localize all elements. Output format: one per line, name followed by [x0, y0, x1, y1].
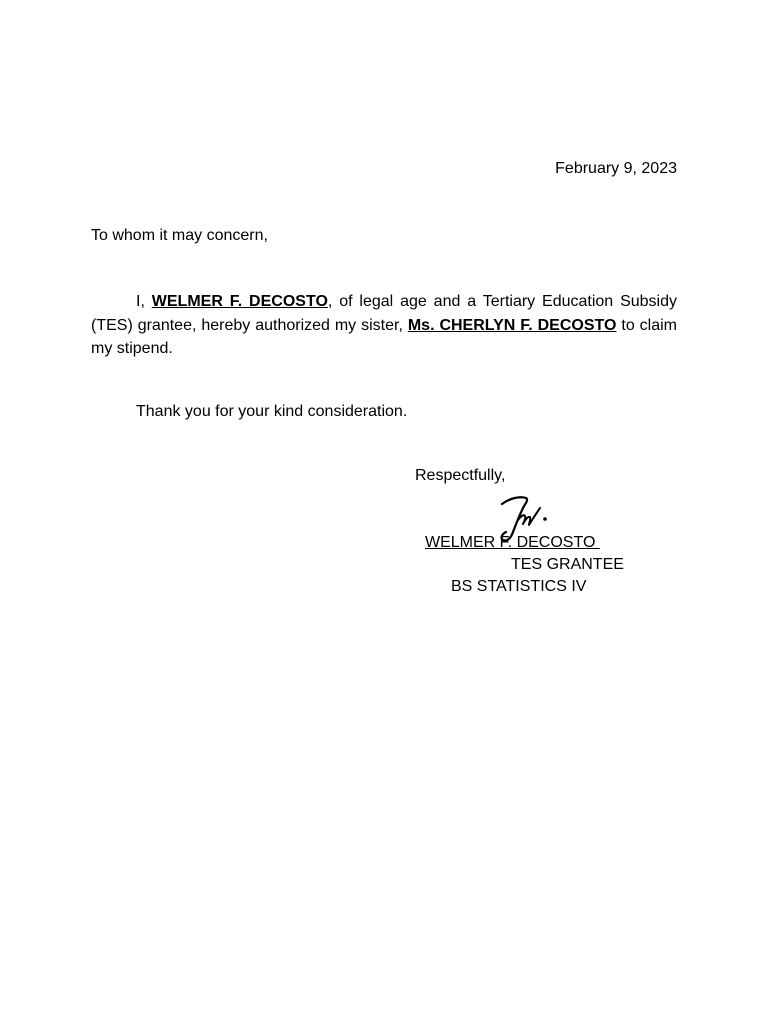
salutation: To whom it may concern,	[91, 227, 268, 244]
body-paragraph	[91, 290, 677, 361]
signature-icon	[494, 492, 558, 544]
body-text-part2: , of legal age and a Tertiary Education Subsidy (TES) grantee, hereby authorized my sister,	[91, 293, 677, 334]
letter-date: February 9, 2023	[555, 160, 677, 177]
signatory-name: WELMER F. DECOSTO	[425, 534, 600, 551]
closing-line: Respectfully,	[415, 467, 506, 484]
signatory-role: TES GRANTEE	[511, 556, 624, 573]
thank-you-line: Thank you for your kind consideration.	[136, 403, 408, 420]
body-text-part3: to claim my stipend.	[91, 316, 677, 357]
body-text-part1: I,	[136, 293, 152, 310]
grantee-name: WELMER F. DECOSTO	[151, 293, 328, 310]
authorized-person-name: Ms. CHERLYN F. DECOSTO	[407, 316, 617, 334]
signatory-program: BS STATISTICS IV	[451, 578, 587, 595]
